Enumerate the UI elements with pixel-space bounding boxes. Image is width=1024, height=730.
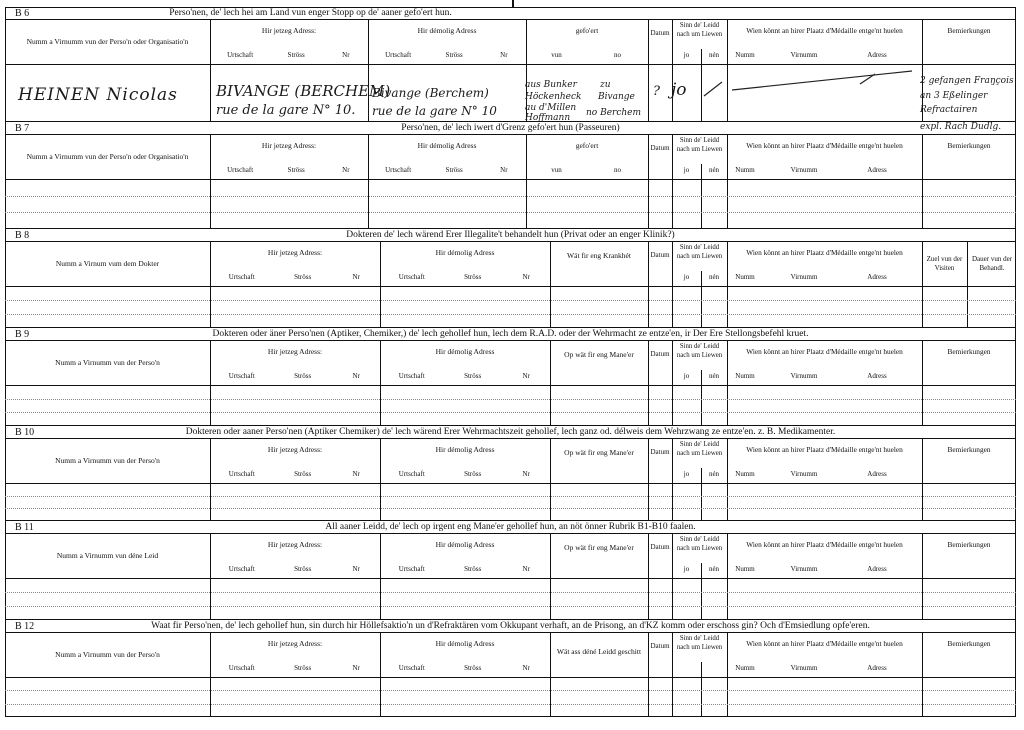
urtschaft-label: Urtschaft [398, 273, 425, 281]
transport-header: gefo'ert [575, 26, 599, 35]
virnumm-label: Virnumm [790, 565, 818, 573]
section-title: Dokteren de' lech wärend Erer Illegalite't behandelt hun (Privat oder an enger Klinik?) [346, 230, 675, 240]
entry-former-line1: Bivange (Berchem) [372, 86, 489, 100]
adress-label: Adress [867, 565, 887, 573]
numm-label: Numm [735, 372, 755, 380]
transport-header: gefo'ert [575, 141, 599, 150]
section-code: B 9 [15, 329, 30, 340]
nen-label: nén [708, 565, 720, 573]
medal-header: Wien könnt an hirer Plaatz d'Médaille entge'nt huelen [746, 26, 903, 35]
alive-header: Sinn de' Leidd nach um Liewen [676, 244, 723, 260]
column-divider [727, 20, 728, 122]
dotted-row-line [5, 690, 1016, 691]
nr-label: Nr [522, 470, 530, 478]
current-address-header: Hir jetzeg Adress: [261, 26, 317, 35]
section-title: All aaner Leidd, de' lech op irgent eng Mane'er gehollef hun, an nöt önner Rubrik B1-B10 faalen. [325, 522, 696, 532]
to-label: no [614, 51, 621, 59]
section-b10 [5, 426, 1016, 521]
jo-label: jo [683, 372, 690, 380]
dotted-row-line [5, 606, 1016, 607]
column-divider [967, 242, 968, 328]
entry-current-line1: BIVANGE (BERCHEM) [216, 82, 391, 100]
nen-label: nén [708, 273, 720, 281]
section-header [5, 229, 1016, 242]
former-address-header: Hir démolig Adress [435, 248, 495, 257]
entry-current-line2: rue de la gare N° 10. [216, 103, 356, 118]
name-column-header: Numm a Virnumm vun der Perso'n oder Organisatio'n [26, 37, 189, 46]
section-header [5, 7, 1016, 20]
section-b9 [5, 328, 1016, 426]
dotted-row-line [5, 314, 1016, 315]
numm-label: Numm [735, 470, 755, 478]
header-rule [5, 578, 1016, 579]
urtschaft-label: Urtschaft [227, 51, 254, 59]
dotted-row-line [5, 412, 1016, 413]
remarks-header: Bemierkungen [947, 347, 991, 356]
section-b8 [5, 229, 1016, 328]
header-rule [5, 677, 1016, 678]
section-title: Perso'nen, de' lech iwert d'Grenz gefo'ert hun (Passeuren) [401, 123, 620, 133]
medal-header: Wien könnt an hirer Plaatz d'Médaille entge'nt huelen [746, 248, 903, 257]
section-title: Dokteren oder äner Perso'nen (Aptiker, Chemiker,) de' lech gehollef hun, lech dem R.A.D. oder der Wehrmacht ze entze'en, ir Der Ere Stellongsbefehl kruet. [212, 329, 809, 339]
medal-header: Wien könnt an hirer Plaatz d'Médaille entge'nt huelen [746, 347, 903, 356]
detail-column-header: Op wät fir eng Mane'er [564, 350, 634, 359]
nr-label: Nr [342, 166, 350, 174]
dotted-row-line [5, 212, 1016, 213]
alive-header: Sinn de' Leidd nach um Liewen [676, 22, 723, 38]
stross-label: Ströss [464, 372, 482, 380]
stross-label: Ströss [294, 565, 312, 573]
virnumm-label: Virnumm [790, 372, 818, 380]
remarks-header: Bemierkungen [947, 141, 991, 150]
name-column-header: Numm a Virnumm vun der Perso'n [55, 456, 160, 465]
former-address-header: Hir démolig Adress [417, 26, 477, 35]
column-divider [368, 20, 369, 122]
dotted-row-line [5, 704, 1016, 705]
virnumm-label: Virnumm [790, 470, 818, 478]
header-rule [5, 64, 1016, 65]
entry-to-l1: zu [600, 80, 611, 90]
alive-header: Sinn de' Leidd nach um Liewen [676, 536, 723, 552]
section-code: B 6 [15, 8, 30, 19]
virnumm-label: Virnumm [790, 51, 818, 59]
nr-label: Nr [522, 372, 530, 380]
urtschaft-label: Urtschaft [398, 372, 425, 380]
column-divider [210, 20, 211, 122]
datum-header: Datum [650, 350, 670, 358]
name-column-header: Numm a Virnumm vun der Perso'n [55, 650, 160, 659]
former-address-header: Hir démolig Adress [435, 540, 495, 549]
medal-header: Wien könnt an hirer Plaatz d'Médaille entge'nt huelen [746, 639, 903, 648]
nr-label: Nr [352, 470, 360, 478]
section-code: B 8 [15, 230, 30, 241]
former-address-header: Hir démolig Adress [417, 141, 477, 150]
virnumm-label: Virnumm [790, 664, 818, 672]
stross-label: Ströss [287, 166, 305, 174]
nen-label: nén [708, 51, 720, 59]
entry-from-l2: Höckenheck [525, 92, 582, 102]
adress-label: Adress [867, 372, 887, 380]
name-column-header: Numm a Virnumm vun déne Leid [56, 551, 159, 560]
datum-header: Datum [650, 144, 670, 152]
header-rule [5, 385, 1016, 386]
section-b7 [5, 122, 1016, 229]
header-rule [5, 483, 1016, 484]
section-header [5, 620, 1016, 633]
nr-label: Nr [522, 664, 530, 672]
stross-label: Ströss [445, 51, 463, 59]
detail-column-header: Op wät fir eng Mane'er [564, 543, 634, 552]
entry-jo: jo [671, 80, 687, 100]
entry-remarks-l2: an 3 Eßelinger [920, 91, 988, 101]
urtschaft-label: Urtschaft [228, 372, 255, 380]
name-column-header: Numm a Virnumm vun der Perso'n [55, 358, 160, 367]
stross-label: Ströss [445, 166, 463, 174]
entry-datum: ? [653, 84, 660, 99]
section-header [5, 426, 1016, 439]
alive-header: Sinn de' Leidd nach um Liewen [676, 635, 723, 651]
urtschaft-label: Urtschaft [228, 273, 255, 281]
section-title: Dokteren oder aaner Perso'nen (Aptiker Chemiker) de' lech wärend Erer Wehrmachtszeit gehollef, lech ganz od. délweis dem Wehrzwang ze entze'en. z. B. Medikamenter. [185, 427, 836, 437]
remarks-header: Bemierkungen [947, 540, 991, 549]
former-address-header: Hir démolig Adress [435, 639, 495, 648]
numm-label: Numm [735, 565, 755, 573]
datum-header: Datum [650, 29, 670, 37]
nr-label: Nr [352, 664, 360, 672]
dotted-row-line [5, 300, 1016, 301]
stross-label: Ströss [294, 664, 312, 672]
name-column-header: Numm a Virnum vum dem Dokter [55, 259, 160, 268]
dotted-row-line [5, 592, 1016, 593]
urtschaft-label: Urtschaft [385, 166, 412, 174]
entry-remarks-l4: expl. Rach Dudlg. [920, 122, 1002, 132]
alive-header: Sinn de' Leidd nach um Liewen [676, 137, 723, 153]
nr-label: Nr [522, 565, 530, 573]
former-address-header: Hir démolig Adress [435, 445, 495, 454]
entry-from-l3: au d'Millen [525, 103, 577, 113]
duration-header: Dauer vun der Behandl. [971, 255, 1013, 272]
to-label: no [614, 166, 621, 174]
numm-label: Numm [735, 273, 755, 281]
detail-column-header: Wät fir eng Krankhét [567, 251, 631, 260]
datum-header: Datum [650, 642, 670, 650]
entry-to-l3: no Berchem [586, 108, 642, 118]
current-address-header: Hir jetzeg Adress: [267, 540, 323, 549]
top-tick-mark [512, 0, 514, 7]
stross-label: Ströss [464, 273, 482, 281]
datum-header: Datum [650, 543, 670, 551]
section-header [5, 122, 1016, 135]
detail-column-header: Op wät fir eng Mane'er [564, 448, 634, 457]
nr-label: Nr [352, 273, 360, 281]
adress-label: Adress [867, 51, 887, 59]
dotted-row-line [5, 399, 1016, 400]
remarks-header: Bemierkungen [947, 639, 991, 648]
stross-label: Ströss [294, 372, 312, 380]
section-title: Waat fir Perso'nen, de' lech gehollef hun, sin durch hir Höllefsaktio'n un d'Refraktären vom Okkupant verhaft, an de Prisong, an d'KZ komm oder erschoss gin? Och d'Emsiedlung opfe'eren. [151, 621, 870, 631]
remarks-header: Bemierkungen [947, 26, 991, 35]
nr-label: Nr [342, 51, 350, 59]
urtschaft-label: Urtschaft [398, 470, 425, 478]
stross-label: Ströss [287, 51, 305, 59]
section-code: B 10 [15, 427, 35, 438]
section-header [5, 328, 1016, 341]
medal-header: Wien könnt an hirer Plaatz d'Médaille entge'nt huelen [746, 141, 903, 150]
adress-label: Adress [867, 664, 887, 672]
entry-from-l1: aus Bunker [525, 80, 577, 90]
detail-column-header: Wät ass déné Leidd geschitt [556, 647, 642, 656]
current-address-header: Hir jetzeg Adress: [267, 445, 323, 454]
current-address-header: Hir jetzeg Adress: [261, 141, 317, 150]
from-label: vun [551, 51, 562, 59]
dotted-row-line [5, 496, 1016, 497]
adress-label: Adress [867, 166, 887, 174]
nr-label: Nr [352, 372, 360, 380]
entry-to-l2: Bivange [598, 92, 635, 102]
nr-label: Nr [352, 565, 360, 573]
stross-label: Ströss [294, 273, 312, 281]
stross-label: Ströss [294, 470, 312, 478]
entry-name: HEINEN Nicolas [18, 85, 178, 105]
section-header [5, 521, 1016, 534]
section-b11 [5, 521, 1016, 620]
from-label: vun [551, 166, 562, 174]
column-divider [727, 242, 728, 328]
nen-label: nén [708, 470, 720, 478]
urtschaft-label: Urtschaft [227, 166, 254, 174]
header-rule [5, 286, 1016, 287]
visits-header: Zuel vun der Visiten [926, 255, 963, 272]
numm-label: Numm [735, 51, 755, 59]
section-code: B 7 [15, 123, 30, 134]
entry-from-l4: Hoffmann [525, 113, 571, 123]
nen-label: nén [708, 166, 720, 174]
medal-header: Wien könnt an hirer Plaatz d'Médaille entge'nt huelen [746, 540, 903, 549]
alive-header: Sinn de' Leidd nach um Liewen [676, 441, 723, 457]
header-rule [5, 179, 1016, 180]
jo-label: jo [683, 470, 690, 478]
former-address-header: Hir démolig Adress [435, 347, 495, 356]
adress-label: Adress [867, 470, 887, 478]
numm-label: Numm [735, 664, 755, 672]
column-divider [727, 341, 728, 426]
section-title: Perso'nen, de' lech hei am Land vun enger Stopp op de' aaner gefo'ert hun. [169, 8, 452, 18]
section-code: B 11 [15, 522, 34, 533]
adress-label: Adress [867, 273, 887, 281]
nr-label: Nr [522, 273, 530, 281]
medal-header: Wien könnt an hirer Plaatz d'Médaille entge'nt huelen [746, 445, 903, 454]
name-column-header: Numm a Virnumm vun der Perso'n oder Organisatio'n [26, 152, 189, 161]
column-divider [727, 135, 728, 229]
datum-header: Datum [650, 448, 670, 456]
urtschaft-label: Urtschaft [385, 51, 412, 59]
remarks-header: Bemierkungen [947, 445, 991, 454]
stross-label: Ströss [464, 470, 482, 478]
section-b12 [5, 620, 1016, 717]
urtschaft-label: Urtschaft [228, 664, 255, 672]
jo-label: jo [683, 51, 690, 59]
urtschaft-label: Urtschaft [398, 565, 425, 573]
section-code: B 12 [15, 621, 35, 632]
urtschaft-label: Urtschaft [398, 664, 425, 672]
column-divider [727, 534, 728, 620]
virnumm-label: Virnumm [790, 273, 818, 281]
current-address-header: Hir jetzeg Adress: [267, 639, 323, 648]
stross-label: Ströss [464, 664, 482, 672]
nen-label: nén [708, 372, 720, 380]
alive-header: Sinn de' Leidd nach um Liewen [676, 343, 723, 359]
jo-label: jo [683, 273, 690, 281]
dotted-row-line [5, 508, 1016, 509]
entry-remarks-l1: 2 gefangen Fraŋçois [920, 76, 1014, 86]
datum-header: Datum [650, 251, 670, 259]
entry-remarks-l3: Refractairen [920, 105, 978, 115]
current-address-header: Hir jetzeg Adress: [267, 248, 323, 257]
jo-label: jo [683, 565, 690, 573]
urtschaft-label: Urtschaft [228, 470, 255, 478]
entry-former-line2: rue de la gare N° 10 [372, 104, 497, 118]
numm-label: Numm [735, 166, 755, 174]
nr-label: Nr [500, 51, 508, 59]
stross-label: Ströss [464, 565, 482, 573]
jo-label: jo [683, 166, 690, 174]
dotted-row-line [5, 196, 1016, 197]
urtschaft-label: Urtschaft [228, 565, 255, 573]
virnumm-label: Virnumm [790, 166, 818, 174]
current-address-header: Hir jetzeg Adress: [267, 347, 323, 356]
nr-label: Nr [500, 166, 508, 174]
